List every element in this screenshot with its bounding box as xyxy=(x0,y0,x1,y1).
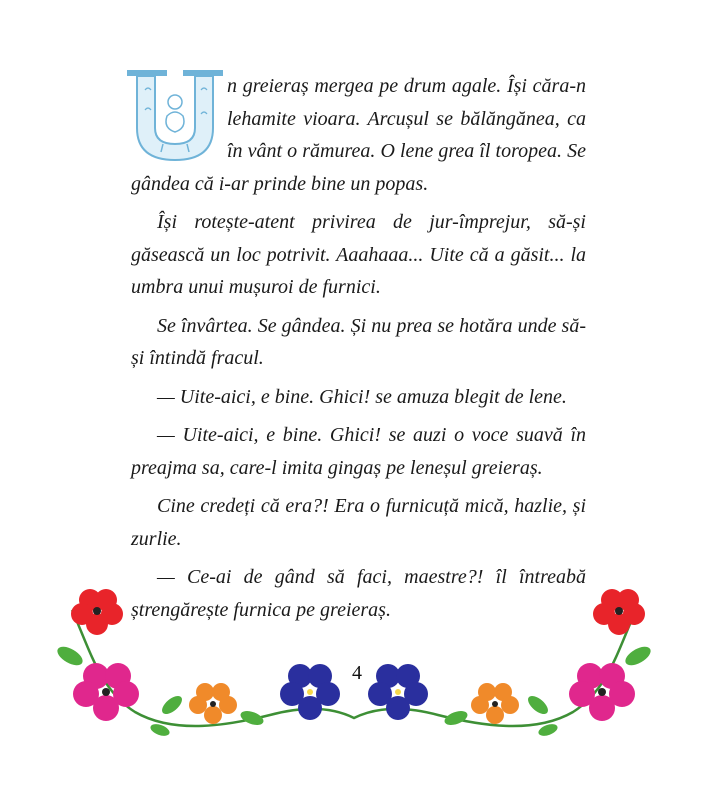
orange-flower-icon xyxy=(189,683,237,724)
red-flower-icon xyxy=(593,589,645,635)
leaf-icon xyxy=(443,708,470,727)
leaf-icon xyxy=(239,708,266,727)
story-paragraph: Cine credeți că era?! Era o furnicuță mică, hazlie, și zurlie. xyxy=(131,495,586,550)
story-paragraph: — Ce-ai de gând să faci, maestre?! îl întreabă ștrengărește furnica pe greieraș. xyxy=(131,566,586,621)
pink-flower-icon xyxy=(569,663,635,721)
orange-flower-icon xyxy=(471,683,519,724)
page-number: 4 xyxy=(352,662,362,684)
story-text xyxy=(131,70,586,632)
leaf-icon xyxy=(622,643,653,669)
story-paragraph: — Uite-aici, e bine. Ghici! se amuza blegit de lene. xyxy=(157,385,567,408)
story-paragraph xyxy=(131,70,586,200)
pink-flower-icon xyxy=(73,663,139,721)
leaf-icon xyxy=(54,643,85,669)
paragraph-text: n greieraș mergea pe drum agale. Își căra-n lehamite vioara. Arcușul se bălăngănea, ca în vânt o rămurea. O lene grea îl toropea. Se gândea că i-ar prinde bine un popas. xyxy=(131,75,586,195)
leaf-icon xyxy=(159,693,185,718)
story-paragraph: Își rotește-atent privirea de jur-împrejur, să-și găsească un loc potrivit. Aaahaaa... Uite că a găsit... la umbra unui mușuroi de furnici. xyxy=(131,211,586,298)
dropcap-letter-u-decoration xyxy=(127,70,223,162)
story-paragraph: Se învârtea. Se gândea. Și nu prea se hotăra unde să-și întindă fracul. xyxy=(131,314,586,369)
story-paragraph: — Uite-aici, e bine. Ghici! se auzi o voce suavă în preajma sa, care-l imita gingaș pe leneșul greieraș. xyxy=(131,424,586,479)
leaf-icon xyxy=(525,693,551,718)
